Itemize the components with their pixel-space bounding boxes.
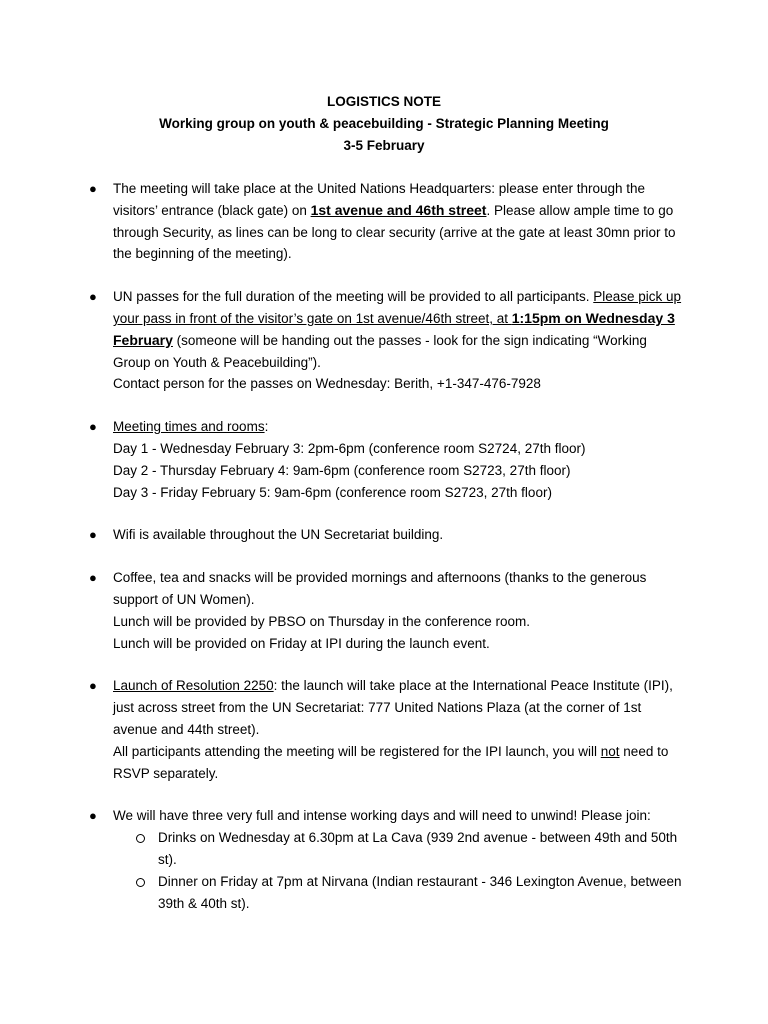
circle-bullet-icon <box>136 878 145 887</box>
bullet-icon: ● <box>89 289 97 305</box>
bullet-icon: ● <box>89 181 97 196</box>
venue-address: 1st avenue and 46th street <box>310 201 487 218</box>
passes-text: UN passes for the full duration of the meeting will be provided to all participants. Please pick up your pass in front of the visitor’s gate on 1st avenue/46th street, at 1:15pm on Wednesday 3 February (someone will be handing out the passes - look for the sign indicating “Working Group on Youth & Peacebuilding”). <box>113 289 682 370</box>
social-sublist <box>113 827 688 914</box>
list-item-catering <box>89 567 688 654</box>
bullet-icon: ● <box>89 808 97 824</box>
passes-pickup-time: 1:15pm on Wednesday 3 February <box>113 309 675 348</box>
passes-pickup-instructions: Please pick up your pass in front of the visitor’s gate on 1st avenue/46th street, at <box>113 289 682 326</box>
bullet-icon: ● <box>89 527 97 543</box>
launch-text: Launch of Resolution 2250: the launch will take place at the International Peace Institute (IPI), just across street from the UN Secretariat: 777 United Nations Plaza (at the corner of 1st avenue and 44th street). <box>113 678 673 737</box>
catering-snacks: Coffee, tea and snacks will be provided mornings and afternoons (thanks to the generous support of UN Women). <box>113 570 647 607</box>
meeting-day-2: Day 2 - Thursday February 4: 9am-6pm (conference room S2723, 27th floor) <box>113 462 571 478</box>
document-subtitle: Working group on youth & peacebuilding - Strategic Planning Meeting <box>159 116 609 131</box>
launch-registration: All participants attending the meeting will be registered for the IPI launch, you will not need to RSVP separately. <box>113 743 669 781</box>
list-item-wifi <box>89 524 688 546</box>
social-intro: We will have three very full and intense working days and will need to unwind! Please join: <box>113 808 651 824</box>
document-dates: 3-5 February <box>343 138 425 153</box>
list-item-venue <box>89 178 688 265</box>
list-item-social <box>89 805 688 914</box>
wifi-text: Wifi is available throughout the UN Secretariat building. <box>113 527 444 543</box>
passes-contact: Contact person for the passes on Wednesday: Berith, +1-347-476-7928 <box>113 376 541 392</box>
meeting-times-heading: Meeting times and rooms: <box>113 419 269 435</box>
launch-heading: Launch of Resolution 2250 <box>113 678 274 694</box>
list-item-launch <box>89 675 688 784</box>
bullet-icon: ● <box>89 570 97 586</box>
document-title: LOGISTICS NOTE <box>326 94 441 109</box>
bullet-icon: ● <box>89 419 97 435</box>
bullet-icon: ● <box>89 678 97 694</box>
document-header <box>0 91 768 157</box>
list-item-passes <box>89 286 688 395</box>
meeting-day-1: Day 1 - Wednesday February 3: 2pm-6pm (conference room S2724, 27th floor) <box>113 440 586 456</box>
list-item-meeting-times <box>89 416 688 503</box>
catering-lunch-thursday: Lunch will be provided by PBSO on Thursday in the conference room. <box>113 613 530 629</box>
social-dinner: Dinner on Friday at 7pm at Nirvana (Indian restaurant - 346 Lexington Avenue, between 39th & 40th st). <box>158 871 688 915</box>
venue-text: The meeting will take place at the United Nations Headquarters: please enter through the visitors’ entrance (black gate) on 1st avenue and 46th street. Please allow ample time to go through Security, as lines can be long to clear security (arrive at the gate at least 30mn prior to the beginning of the meeting). <box>113 181 676 262</box>
meeting-day-3: Day 3 - Friday February 5: 9am-6pm (conference room S2723, 27th floor) <box>113 484 552 500</box>
catering-lunch-friday: Lunch will be provided on Friday at IPI during the launch event. <box>113 635 490 651</box>
bullet-list <box>89 178 688 935</box>
social-drinks: Drinks on Wednesday at 6.30pm at La Cava (939 2nd avenue - between 49th and 50th st). <box>158 827 688 871</box>
circle-bullet-icon <box>136 834 145 843</box>
